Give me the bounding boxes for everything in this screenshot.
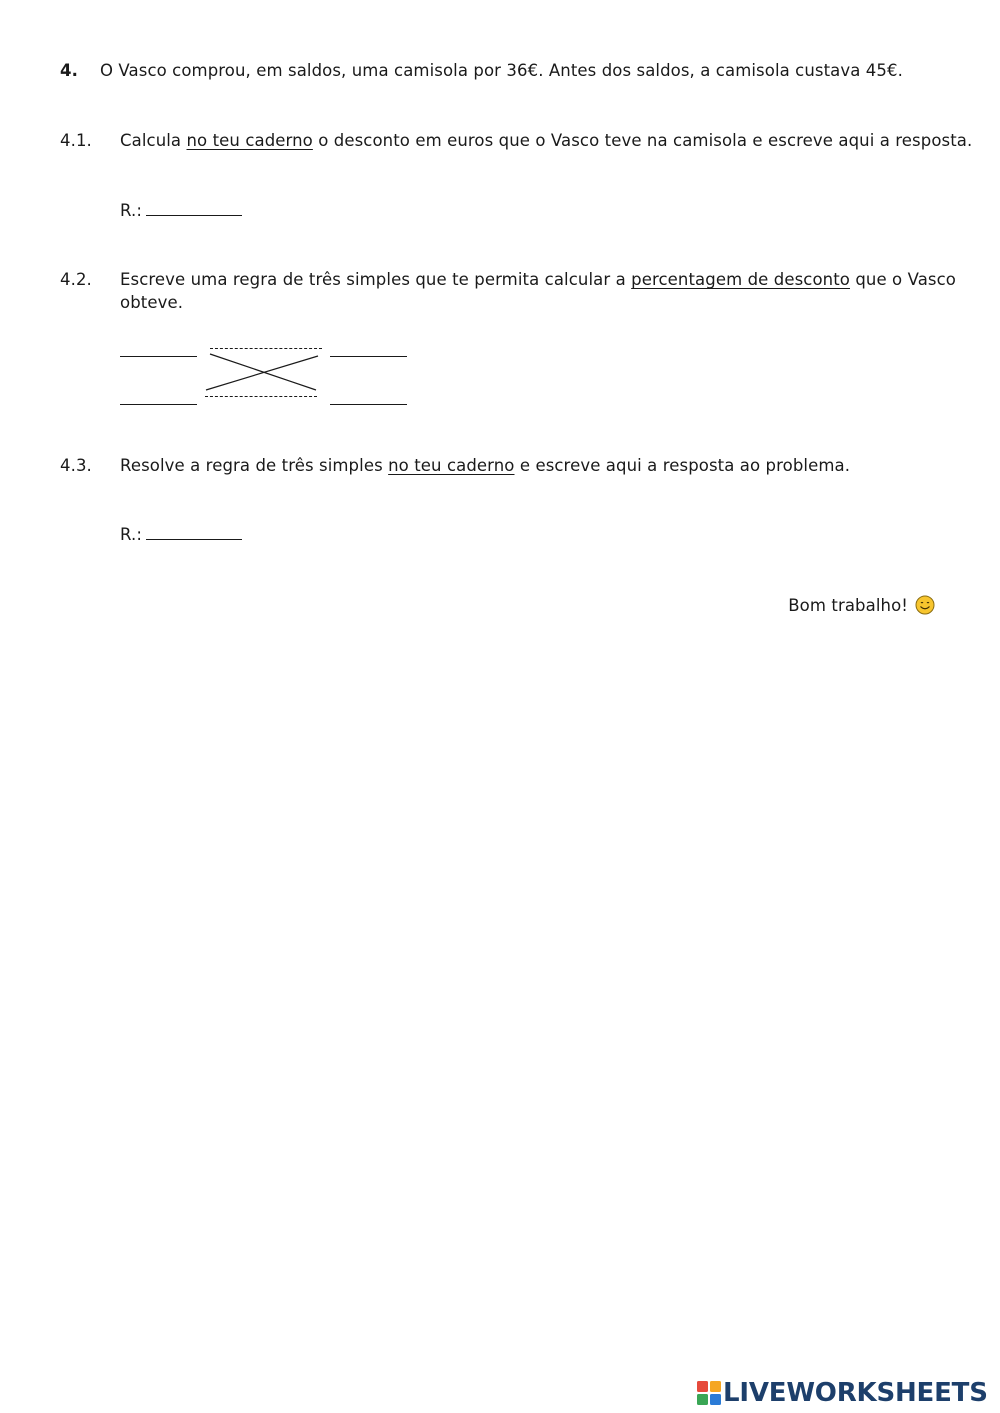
question-4-2-text-end: que o Vasco — [849, 270, 956, 289]
question-4-2-text-line2: obteve. — [120, 293, 184, 312]
logo-mark-icon — [697, 1381, 721, 1405]
smiley-icon — [915, 595, 935, 615]
question-4-1-text-start: Calcula — [120, 131, 187, 150]
answer-4-3 — [120, 525, 242, 544]
question-4-3-text — [120, 456, 850, 475]
dashed-line-top — [210, 348, 322, 349]
answer-4-1-label: R.: — [120, 201, 142, 220]
answer-4-3-label: R.: — [120, 525, 142, 544]
question-4-2-number: 4.2. — [60, 270, 92, 289]
question-4-3-text-end: e escreve aqui a resposta ao problema. — [514, 456, 851, 475]
cross-line-down — [210, 354, 316, 390]
blank-top-right[interactable] — [330, 356, 407, 357]
closing-text: Bom trabalho! — [788, 596, 908, 615]
question-4-1-text — [120, 131, 972, 150]
logo-text: LIVEWORKSHEETS — [723, 1378, 988, 1408]
answer-4-1-blank[interactable] — [146, 201, 242, 216]
question-4-1-number: 4.1. — [60, 131, 92, 150]
question-4-1-underlined: no teu caderno — [186, 131, 313, 150]
cross-lines — [200, 350, 325, 395]
blank-bottom-right[interactable] — [330, 404, 407, 405]
answer-4-3-blank[interactable] — [146, 525, 242, 540]
liveworksheets-logo[interactable] — [697, 1378, 988, 1408]
question-4-2-text-start: Escreve uma regra de três simples que te permita calcular a — [120, 270, 632, 289]
blank-bottom-left[interactable] — [120, 404, 197, 405]
question-4-3-number: 4.3. — [60, 456, 92, 475]
question-4-3-underlined: no teu caderno — [388, 456, 515, 475]
question-4-text: O Vasco comprou, em saldos, uma camisola por 36€. Antes dos saldos, a camisola custava 45€. — [100, 61, 903, 80]
blank-top-left[interactable] — [120, 356, 197, 357]
question-4-1-text-end: o desconto em euros que o Vasco teve na camisola e escreve aqui a resposta. — [312, 131, 973, 150]
question-4-3-text-start: Resolve a regra de três simples — [120, 456, 389, 475]
question-4-2-underlined: percentagem de desconto — [631, 270, 850, 289]
question-4-2-text — [120, 270, 956, 289]
dashed-line-bottom — [205, 396, 317, 397]
question-4-number: 4. — [60, 61, 78, 80]
answer-4-1 — [120, 201, 242, 220]
